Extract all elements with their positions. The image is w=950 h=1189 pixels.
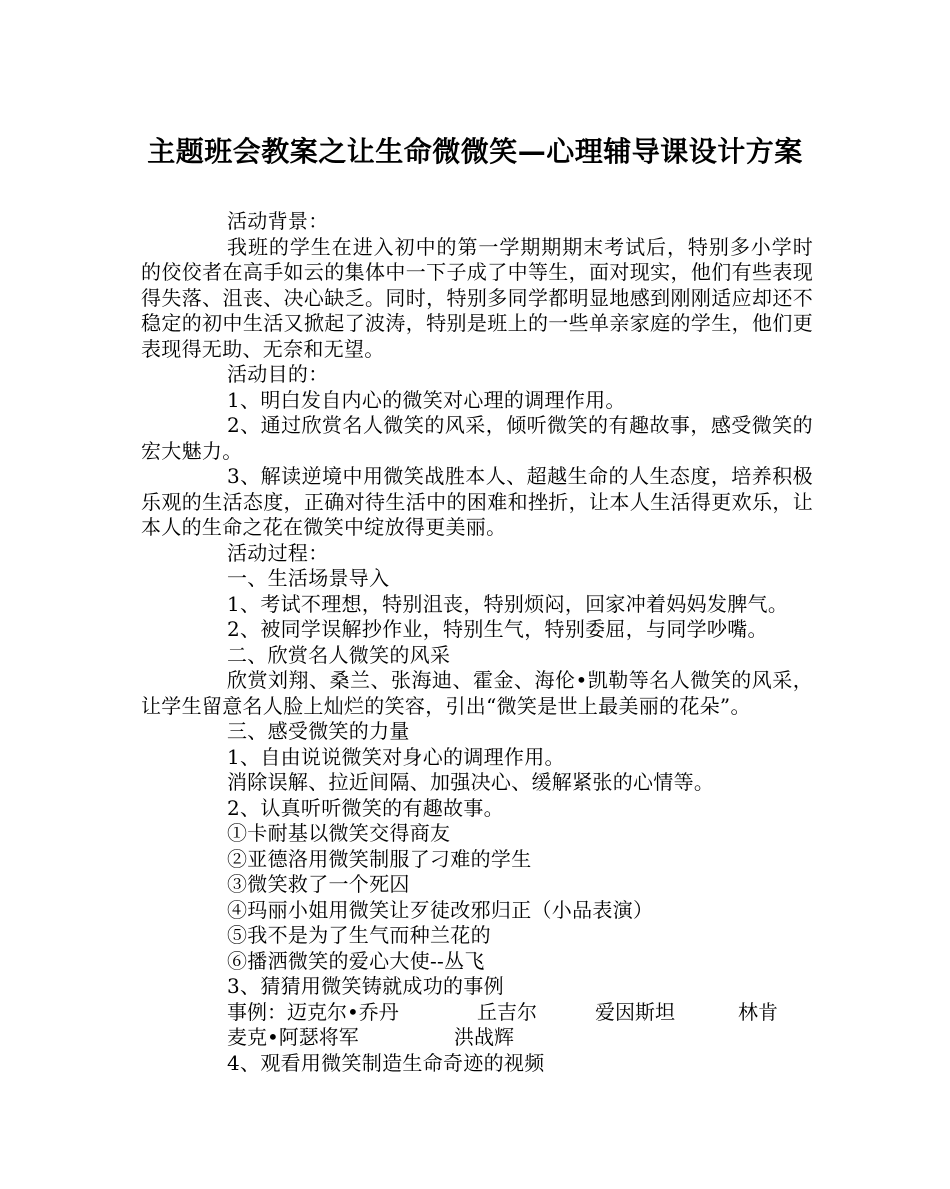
- section-heading-process: 活动过程：: [227, 540, 329, 565]
- paragraph-appreciation: 欣赏刘翔、桑兰、张海迪、霍金、海伦•凯勒等名人微笑的风采，让学生留意名人脸上灿烂的笑容，引出“微笑是世上最美丽的花朵”。: [141, 668, 813, 718]
- section-heading-background: 活动背景：: [227, 209, 329, 233]
- goal-item: 1、明白发自内心的微笑对心理的调理作用。: [227, 387, 626, 412]
- list-item: 4、观看用微笑制造生命奇迹的视频: [227, 1050, 545, 1075]
- list-item: 2、认真听听微笑的有趣故事。: [227, 795, 504, 820]
- examples-row-2: [141, 1025, 813, 1051]
- story-item: ⑥播洒微笑的爱心大使--丛飞: [227, 948, 485, 973]
- section-heading-goals: 活动目的：: [227, 362, 329, 386]
- examples-row-1: [141, 1000, 813, 1026]
- document-title: 主题班会教案之让生命微微笑—心理辅导课设计方案: [147, 135, 803, 168]
- story-item: ⑤我不是为了生气而种兰花的: [227, 923, 491, 947]
- story-item: ④玛丽小姐用微笑让歹徒改邪归正（小品表演）: [227, 897, 654, 922]
- list-item: 1、自由说说微笑对身心的调理作用。: [227, 744, 565, 769]
- list-item: 3、猜猜用微笑铸就成功的事例: [227, 974, 504, 998]
- example-name: 林肯: [738, 999, 778, 1024]
- example-name: 丘吉尔: [477, 999, 537, 1024]
- step-heading: 二、欣赏名人微笑的风采: [227, 642, 451, 667]
- example-name: 洪战辉: [454, 1025, 514, 1049]
- example-name: 爱因斯坦: [595, 999, 675, 1024]
- document-body: [141, 209, 813, 1076]
- list-item: 消除误解、拉近间隔、加强决心、缓解紧张的心情等。: [227, 770, 715, 794]
- story-item: ①卡耐基以微笑交得商友: [227, 821, 451, 845]
- example-name: 麦克•阿瑟将军: [227, 1025, 359, 1049]
- step-heading: 一、生活场景导入: [227, 566, 390, 590]
- paragraph-background: 我班的学生在进入初中的第一学期期期末考试后，特别多小学时的佼佼者在高手如云的集体中一下子成了中等生，面对现实，他们有些表现得失落、沮丧、决心缺乏。同时，特别多同学都明显地感到刚刚适应却还不稳定的初中生活又掀起了波涛，特别是班上的一些单亲家庭的学生，他们更表现得无助、无奈和无望。: [141, 234, 813, 361]
- goal-item: 2、通过欣赏名人微笑的风采，倾听微笑的有趣故事，感受微笑的宏大魅力。: [141, 413, 813, 463]
- story-item: ②亚德洛用微笑制服了刁难的学生: [227, 846, 532, 871]
- list-item: 2、被同学误解抄作业，特别生气，特别委屈，与同学吵嘴。: [227, 617, 768, 641]
- step-heading: 三、感受微笑的力量: [227, 719, 410, 743]
- example-name: 事例：迈克尔•乔丹: [227, 999, 399, 1024]
- goal-item: 3、解读逆境中用微笑战胜本人、超越生命的人生态度，培养积极乐观的生活态度，正确对待生活中的困难和挫折，让本人生活得更欢乐，让本人的生命之花在微笑中绽放得更美丽。: [141, 464, 813, 539]
- story-item: ③微笑救了一个死囚: [227, 872, 410, 896]
- list-item: 1、考试不理想，特别沮丧，特别烦闷，回家冲着妈妈发脾气。: [227, 591, 789, 616]
